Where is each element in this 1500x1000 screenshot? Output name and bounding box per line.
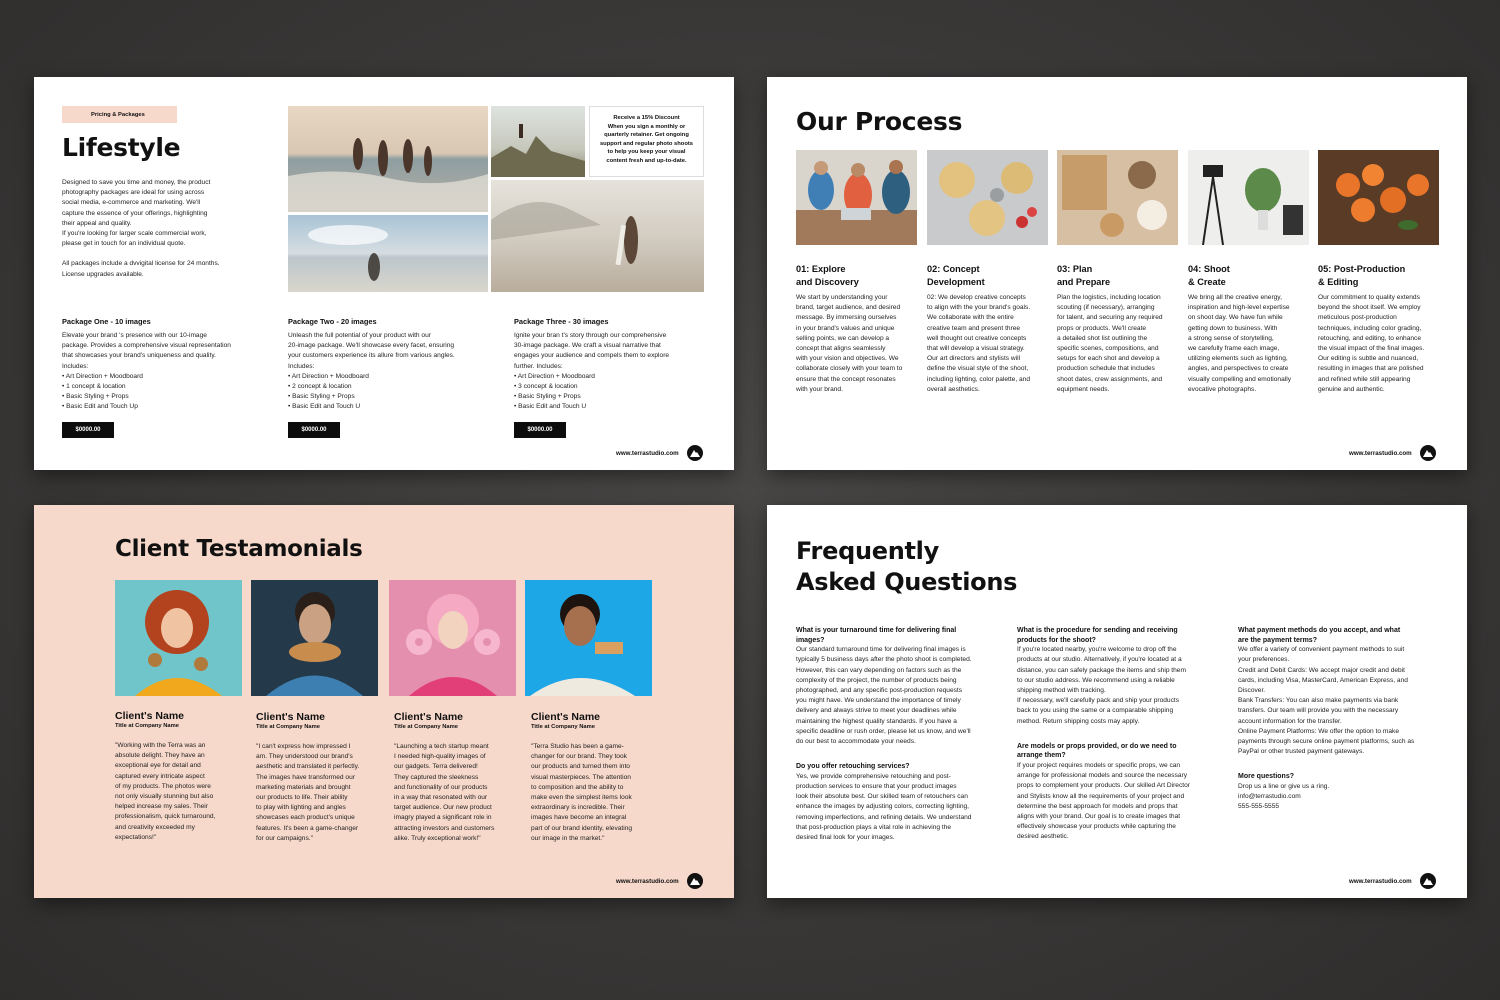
faq-answer: cards, including Visa, MasterCard, American Express, and [1238,676,1408,684]
quote-line: alike. Truly exceptional work!" [394,834,481,842]
quote-line: professionalism, quick turnaround, [115,813,216,821]
quote-line: "Working with the Terra was an [115,742,206,749]
step-desc: a detailed shot list outlining the [1057,334,1148,342]
quote-line: our products to life. Their ability [256,794,348,802]
mountain-logo-icon [1420,445,1436,461]
faq-answer: payments through secure online payment platforms, such as [1238,738,1415,746]
price-button[interactable]: $0000.00 [514,422,566,438]
faq-answer: Yes, we provide comprehensive retouching and post- [796,772,951,780]
client-card-4 [531,711,666,844]
faq-answer: shipping method with tracking. [1017,687,1106,694]
step-desc: utilizing elements such as lighting, [1188,355,1288,363]
quote-line: I needed high-quality images of [394,753,486,761]
faq-title-line: Asked Questions [796,568,1018,596]
camera-setup-photo [1188,150,1309,245]
faq-answer: enhance the images by adjusting colors, correcting lighting, [796,803,970,811]
faq-column-2 [1017,626,1227,843]
package-desc: Unleash the full potential of your product with our [288,332,431,339]
client-role: Title at Company Name [531,724,595,730]
client-role: Title at Company Name [256,724,320,730]
step-title: 05: Post-Production [1318,264,1406,274]
package-desc: Ignite your bran t's story through our comprehensive [514,332,667,339]
client-card-1 [115,710,245,843]
intro-line: Designed to save you time and money, the product [62,179,211,186]
step-title: 04: Shoot [1188,264,1230,274]
contact-email[interactable]: info@terrastudio.com [1238,793,1301,801]
quote-line: to play with lighting and angles [256,804,346,812]
package-title: Package Three - 30 images [514,317,609,326]
faq-answer: you might have. We understand the importance of timely [796,697,961,705]
faq-answer: production services to ensure that your product images [796,783,957,791]
intro-line: capture the essence of your offerings, highlighting [62,209,208,217]
step-desc: to align with the your brand's goals. [927,304,1031,312]
cliff-person-photo [491,106,585,177]
package-two [288,317,498,413]
quote-line: aesthetic and translated it perfectly. [256,763,360,771]
discount-line: support and regular photo shoots [599,140,694,147]
quote-line: our gadgets. Terra delivered! [394,763,478,771]
faq-answer: desired final look for your images. [796,834,895,842]
faq-answer: transfers. Our team will provide you with the necessary [1238,707,1399,715]
mountain-logo-icon [687,873,703,889]
package-desc: 20-image package. We'll showcase every facet, ensuring [288,342,455,350]
package-one [62,317,272,413]
step-desc: concept that aligns seamlessly [796,345,886,353]
step-desc: Plan the logistics, including location [1057,294,1161,301]
faq-answer: PayPal or other trusted payment gateways. [1238,748,1365,756]
step-desc: shoot dates, crew assignments, and [1057,375,1163,383]
step-desc: visually compelling and emotionally [1188,375,1291,383]
step-desc: ensure that the concept resonates [796,375,896,383]
package-desc: further. Includes: [514,362,563,370]
pasta-photo [927,150,1048,245]
step-desc: for talent, and securing any required [1057,314,1163,322]
surfer-photo [491,180,704,292]
quote-line: imagry played a significant role in [394,814,492,822]
faq-answer: props to complement your products. Our skilled Art Director [1017,782,1190,790]
quote-line: They captured the sleekness [394,773,479,781]
quote-line: our image in the market." [531,834,605,842]
lifestyle-slide [34,77,734,470]
process-step-4 [1188,263,1313,395]
client-role: Title at Company Name [394,724,458,730]
faq-question: Do you offer retouching services? [796,763,910,771]
step-desc: equipment needs. [1057,385,1110,393]
step-desc: well thought out creative concepts [927,334,1027,342]
faq-answer: Our standard turnaround time for delivering final images is [796,646,966,654]
step-desc: including lighting, color palette, and [927,375,1031,383]
quote-line: "Launching a tech startup meant [394,743,489,750]
testimonials-title: Client Testamonials [115,536,363,562]
faq-answer: delivery and always strive to meet your deadlines while [796,707,957,715]
quote-line: extraordinary is incredible. Their [531,804,625,812]
step-title: Development [927,276,985,287]
faq-answer: Online Payment Platforms: We offer the option to make [1238,727,1400,735]
step-desc: we carefully frame each image, [1188,345,1280,353]
meeting-photo [796,150,917,245]
quote-line: and creativity exceeded my [115,823,195,831]
step-title: and Prepare [1057,276,1111,287]
faq-question: What is your turnaround time for delivering final [796,627,957,634]
package-item: • Basic Styling + Props [514,392,724,402]
pricing-tag [62,106,177,123]
faq-answer: your preferences. [1238,656,1290,664]
ingredients-photo [1057,150,1178,245]
step-desc: scouting (if necessary), arranging [1057,304,1155,312]
quote-line: features. It's been a game-changer [256,824,359,832]
faq-answer: Bank Transfers: You can also make payments via bank [1238,697,1399,705]
quote-line: and functionality of our products [394,783,488,791]
quote-line: not only visually stunning but also [115,793,214,801]
faq-answer: account information for the transfer. [1238,717,1342,725]
step-desc: props or products. We'll create [1057,324,1147,332]
process-step-3 [1057,263,1182,395]
step-desc: creative team and present three [927,324,1021,332]
faq-slide [767,505,1467,898]
quote-line: "Terra Studio has been a game- [531,743,624,750]
discount-line: quarterly retainer. Get ongoing [604,132,689,139]
package-title: Package Two - 20 images [288,317,377,326]
faq-answer: specific deadline or rush order, please let us know, and we'll [796,727,971,735]
beach-friends-photo [288,106,488,212]
process-step-5 [1318,263,1448,395]
step-title: 03: Plan [1057,264,1093,274]
discount-line: When you sign a monthly or [607,123,686,130]
step-desc: the visual impact of the final images. [1318,345,1425,353]
package-item: • Basic Edit and Touch U [514,402,724,412]
faq-answer: and Stylists know all the requirements of your project and [1017,792,1185,800]
package-item: • Basic Edit and Touch U [288,402,498,412]
step-desc: overall aesthetics. [927,385,980,393]
step-title: & Editing [1318,276,1359,287]
faq-title-line: Frequently [796,537,939,565]
step-desc: with your vision and objectives. We [796,355,899,363]
package-desc: Elevate your brand 's presence with our 10-image [62,332,207,339]
client-name: Client's Name [256,711,326,723]
price-button[interactable]: $0000.00 [288,422,340,438]
package-item: • Basic Edit and Touch Up [62,402,272,412]
price-button[interactable]: $0000.00 [62,422,114,438]
step-desc: collaborate closely with your team to [796,365,903,373]
footer-url[interactable]: www.terrastudio.com [1349,450,1412,457]
process-title: Our Process [796,107,963,136]
discount-line: content fresh and up-to-date. [606,157,687,164]
faq-question: What payment methods do you accept, and what [1238,627,1401,634]
license-line: License upgrades available. [62,270,144,278]
package-desc: your customers experience its allure from various angles. [288,352,455,360]
faq-answer: If you're located nearby, you're welcome to drop off the [1017,646,1177,654]
step-desc: and refined while still appearing [1318,375,1411,383]
faq-answer: that post-production plays a vital role in achieving the [796,823,952,831]
package-item: • 1 concept & location [62,382,272,392]
faq-answer: If your project requires models or specific props, we can [1017,762,1181,769]
faq-answer: removing imperfections, and refining details. We understand [796,813,972,821]
pricing-tag-label: Pricing & Packages [91,111,145,118]
quote-line: of my products. The photos were [115,782,211,790]
quote-line: captured every intricate aspect [115,772,205,780]
faq-answer: products at our studio. Alternatively, if you're located at a [1017,656,1182,664]
faq-answer: Credit and Debit Cards: We accept major credit and debit [1238,666,1406,674]
quote-line: showcases each product's unique [256,814,355,822]
faq-question: More questions? [1238,773,1295,781]
faq-question: What is the procedure for sending and receiving [1017,627,1178,634]
step-desc: We bring all the creative energy, [1188,294,1282,301]
discount-line: to help you keep your visual [607,149,686,156]
quote-line: part of our brand identity, elevating [531,824,633,832]
footer-url[interactable]: www.terrastudio.com [616,878,679,885]
faq-answer: If necessary, we'll carefully pack and ship your products [1017,697,1180,705]
package-includes: Includes: [62,362,89,370]
discount-box [589,106,704,177]
step-desc: with your brand. [796,385,843,393]
step-desc: 02: We develop creative concepts [927,294,1026,301]
footer-url[interactable]: www.terrastudio.com [1349,878,1412,885]
faq-answer: photographed, and any specific post-production requests [796,687,963,694]
faq-answer: complexity of the project, the number of products being [796,676,957,684]
step-desc: beyond the shoot itself. We employ [1318,304,1421,312]
step-desc: meticulous post-production [1318,314,1397,322]
quote-line: expectations!" [115,833,157,841]
step-desc: Our commitment to quality extends [1318,294,1420,301]
package-desc: that showcases your brand's uniqueness and quality. [62,352,216,360]
intro-line: photography packages are ideal for using across [62,189,205,197]
package-item: • Basic Styling + Props [62,392,272,402]
step-desc: retouching, and editing, to enhance [1318,334,1422,342]
step-title: 02: Concept [927,264,980,274]
client-photo-1 [115,580,242,696]
step-desc: that will develop a visual strategy. [927,345,1025,353]
faq-answer: method. Return shipping costs may apply. [1017,717,1140,725]
faq-answer: We offer a variety of convenient payment methods to suit [1238,646,1405,654]
faq-answer: aligns with your brand. Our goal is to create images that [1017,813,1181,821]
faq-question: are the payment terms? [1238,636,1317,644]
step-desc: Our editing is subtle and nuanced, [1318,355,1419,363]
faq-answer: look their absolute best. Our skilled team of retouchers can [796,793,968,801]
package-item: • Art Direction + Moodboard [514,372,724,382]
faq-answer: back to you using the same or a comparable shipping [1017,707,1174,715]
package-item: • 3 concept & location [514,382,724,392]
client-photo-4 [525,580,652,696]
mountain-logo-icon [1420,873,1436,889]
client-photo-2 [251,580,378,696]
package-desc: 30-image package. We craft a visual narrative that [514,342,661,350]
step-desc: getting down to business. With [1188,324,1278,332]
faq-question: images? [796,636,825,644]
contact-phone[interactable]: 555-555-5555 [1238,803,1280,811]
step-desc: evocative photographs. [1188,385,1257,393]
oranges-photo [1318,150,1439,245]
quote-line: visual masterpieces. The attention [531,773,631,781]
quote-line: in a way that resonated with our [394,794,488,802]
client-name: Client's Name [394,711,464,723]
step-desc: on shoot day. We have fun while [1188,314,1283,322]
quote-line: to composition and the ability to [531,783,624,791]
license-line: All packages include a dvvigital license for 24 months. [62,260,220,268]
discount-heading: Receive a 15% Discount [613,115,680,121]
footer-url[interactable]: www.terrastudio.com [616,450,679,457]
step-desc: a strong sense of storytelling, [1188,334,1274,342]
quote-line: am. They understood our brand's [256,753,353,761]
faq-question: arrange them? [1017,752,1066,760]
step-desc: brand, target audience, and desired [796,304,901,312]
faq-answer: determine the best approach for models and props that [1017,802,1178,810]
testimonials-slide [34,505,734,898]
process-step-2 [927,263,1052,395]
step-desc: in your brand's values and unique [796,324,895,332]
client-card-2 [256,711,386,844]
client-card-3 [394,711,524,844]
process-slide [767,77,1467,470]
quote-line: exceptional eye for detail and [115,762,201,770]
package-desc: engages your audience and compels them to explore [514,352,670,360]
step-title: and Discovery [796,276,859,287]
package-item: • 2 concept & location [288,382,498,392]
step-desc: angles, and perspectives to create [1188,365,1289,373]
intro-line: please get in touch for an individual quote. [62,240,186,248]
quote-line: changer for our brand. They took [531,753,627,761]
quote-line: for our campaigns." [256,834,313,842]
intro-line: social media, e-commerce and marketing. We'll [62,199,201,207]
yoga-beach-photo [288,215,488,292]
intro-line: If you're looking for larger scale commercial work, [62,230,207,238]
step-desc: genuine and authentic. [1318,385,1385,393]
faq-answer: effectively showcase your products while capturing the [1017,823,1176,831]
quote-line: images have become an integral [531,814,627,822]
step-title: 01: Explore [796,264,846,274]
faq-answer: do our best to accommodate your needs. [796,738,916,746]
step-desc: We start by understanding your [796,294,888,301]
step-desc: resulting in images that are polished [1318,365,1424,373]
quote-line: make even the simplest items look [531,794,632,802]
client-name: Client's Name [115,710,185,722]
intro-line: their appeal and quality. [62,219,132,227]
faq-title [796,536,1017,598]
step-desc: production schedule that includes [1057,365,1155,373]
step-desc: inspiration and high-level expertise [1188,304,1290,312]
faq-answer: to our studio address. We recommend using a reliable [1017,676,1175,684]
step-title: & Create [1188,276,1226,287]
faq-answer: maintaining the highest quality standards. If you have a [796,717,957,725]
step-desc: define the visual style of the shoot, [927,365,1029,373]
faq-column-3 [1238,626,1453,813]
package-includes: Includes: [288,362,315,370]
quote-line: The images have transformed our [256,773,355,781]
step-desc: techniques, including color grading, [1318,324,1422,332]
package-item: • Basic Styling + Props [288,392,498,402]
quote-line: our products and turned them into [531,763,630,771]
lifestyle-title: Lifestyle [62,133,181,162]
process-step-1 [796,263,921,395]
faq-answer: Drop us a line or give us a ring. [1238,783,1330,791]
faq-answer: Discover. [1238,687,1266,694]
quote-line: "I can't express how impressed I [256,743,351,750]
faq-question: Are models or props provided, or do we need to [1017,742,1177,750]
quote-line: absolute delight. They have an [115,752,205,760]
lifestyle-intro [62,178,277,280]
faq-question: products for the shoot? [1017,636,1096,644]
faq-answer: desired aesthetic. [1017,833,1069,841]
package-three [514,317,724,413]
client-name: Client's Name [531,711,601,723]
quote-line: helped increase my sales. Their [115,803,208,811]
client-photo-3 [389,580,516,696]
client-role: Title at Company Name [115,723,179,729]
step-desc: We collaborate with the entire [927,314,1014,322]
step-desc: selling points, we can develop a [796,334,890,342]
faq-answer: arrange for professional models and source the necessary [1017,772,1188,780]
faq-answer: However, this can vary depending on factors such as the [796,666,962,674]
quote-line: target audience. Our new product [394,804,492,812]
faq-column-1 [796,626,1006,843]
faq-answer: distance, you can safely package the items and ship them [1017,666,1186,674]
quote-line: attracting investors and customers [394,824,495,832]
step-desc: Our art directors and stylists will [927,355,1021,363]
package-item: • Art Direction + Moodboard [62,372,272,382]
mountain-logo-icon [687,445,703,461]
package-desc: package. Provides a comprehensive visual representation [62,342,231,350]
step-desc: message. By immersing ourselves [796,314,897,322]
package-title: Package One - 10 images [62,317,151,326]
quote-line: marketing materials and brought [256,783,351,791]
package-item: • Art Direction + Moodboard [288,372,498,382]
step-desc: specific scenes, compositions, and [1057,345,1159,353]
faq-answer: typically 5 business days after the photo shoot is completed. [796,656,972,664]
step-desc: setups for each shot and develop a [1057,355,1160,363]
